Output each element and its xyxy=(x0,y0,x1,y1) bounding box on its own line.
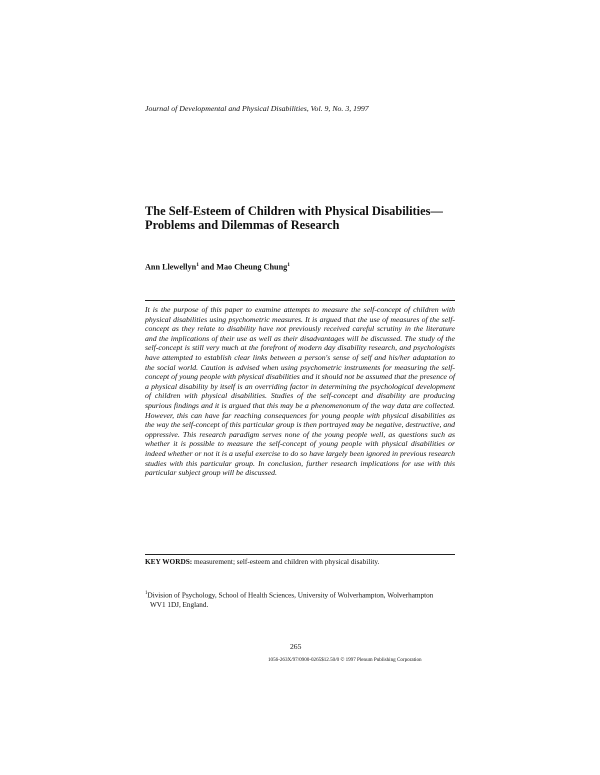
keywords xyxy=(145,557,455,566)
abstract-bottom-rule xyxy=(145,554,455,555)
author-name: Ann Llewellyn xyxy=(145,262,197,272)
keywords-label: KEY WORDS: xyxy=(145,557,193,566)
article-title: The Self-Esteem of Children with Physical Disabilities—Problems and Dilemmas of Research xyxy=(145,204,443,232)
author-name: Mao Cheung Chung xyxy=(216,262,288,272)
page-number: 265 xyxy=(290,642,302,651)
abstract-text: It is the purpose of this paper to examine attempts to measure the self-concept of children with physical disabilities using psychometric measures. It is argued that the use of measures of the self-concept as they relate to disability have not previously received careful scrutiny in the literature and the implications of their use as well as their disadvantages will be discussed. The study of the self-concept is still very much at the forefront of modern day disability research, and psychologists have attempted to establish clear links between a person's sense of self and his/her adaptation to the social world. Caution is advised when using psychometric instruments for measuring the self-concept of young people with physical disabilities and it should not be assumed that the presence of a physical disability by itself is an overriding factor in determining the psychological development of children with physical disabilities. Studies of the self-concept and disability are producing spurious findings and it is argued that this may be a phenomenonum of the way data are collected. However, this can have far reaching consequences for young people with physical disabilities as the way the self-concept of this particular group is then portrayed may be negative, destructive, and oppressive. This research paradigm serves none of the young people well, as questions such as whether it is possible to measure the self-concept of young people with physical disabilities or indeed whether or not it is a useful exercise to do so have largely been ignored in previous research studies with this particular group. In conclusion, further research implications for use with this particular subject group will be discussed. xyxy=(145,305,455,478)
copyright-line: 1056-263X/97/0900-0265$12.50/0 © 1997 Plenum Publishing Corporation xyxy=(268,657,422,663)
affiliation-footnote xyxy=(145,589,465,610)
journal-citation: Journal of Developmental and Physical Disabilities, Vol. 9, No. 3, 1997 xyxy=(145,104,369,113)
affiliation-line xyxy=(145,589,465,601)
author-line xyxy=(145,262,290,272)
affiliation-text: Division of Psychology, School of Health Sciences, University of Wolverhampton, Wolverhampton xyxy=(147,591,434,600)
affiliation-mark: 1 xyxy=(196,262,199,268)
affiliation-line: WV1 1DJ, England. xyxy=(150,600,209,609)
affiliation-mark: 1 xyxy=(145,591,148,596)
abstract-top-rule xyxy=(145,300,455,301)
affiliation-mark: 1 xyxy=(287,262,290,268)
author-connector: and xyxy=(198,262,217,272)
keywords-text: measurement; self-esteem and children with physical disability. xyxy=(192,557,380,566)
